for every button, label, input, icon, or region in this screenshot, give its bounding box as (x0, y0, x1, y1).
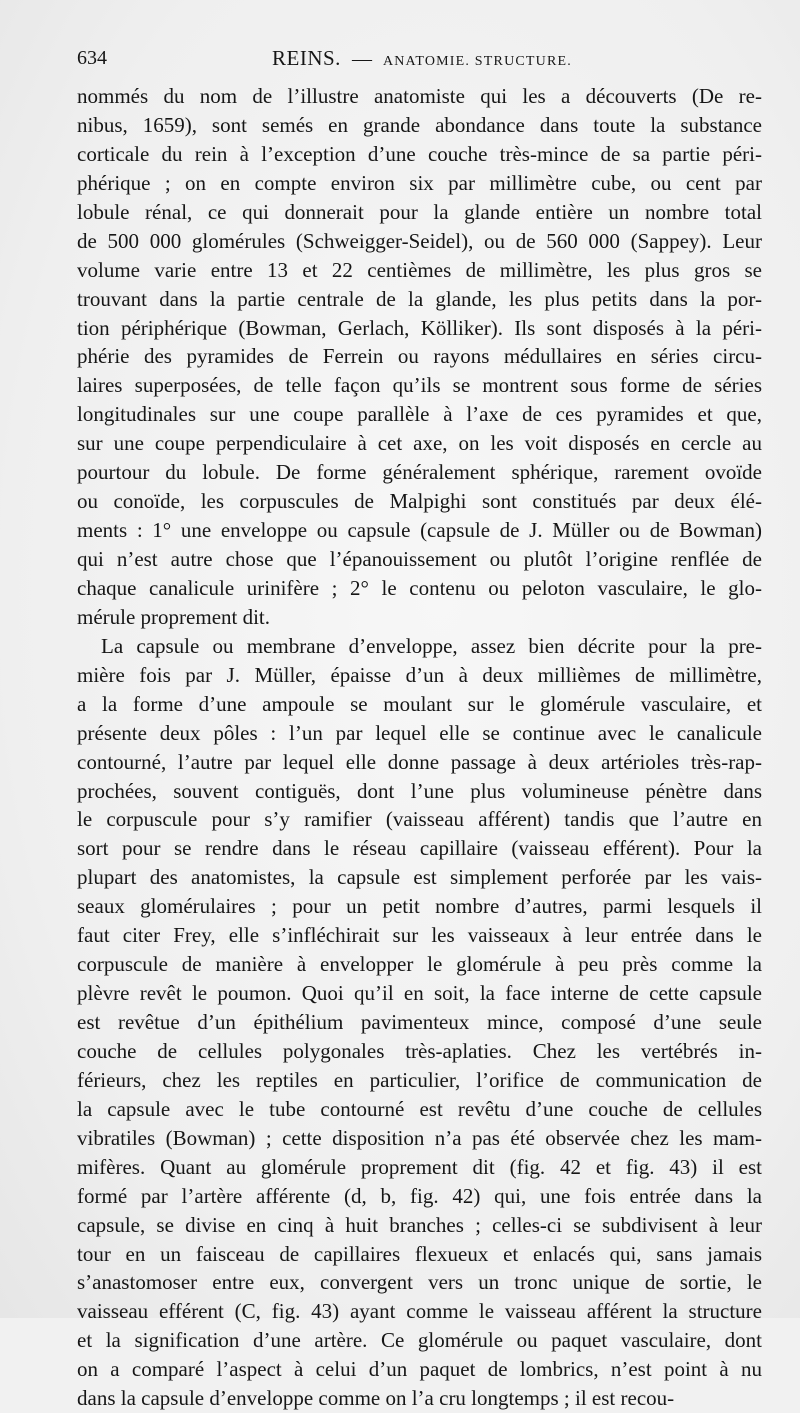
text-line: vibratiles (Bowman) ; cette disposition n’a pas été observée chez les mam- (77, 1125, 762, 1150)
text-line: capsule, se divise en cinq à huit branches ; celles-ci se subdivisent à leur (77, 1212, 762, 1237)
text-line: vaisseau efférent (C, fig. 43) ayant comme le vaisseau afférent la structure (77, 1299, 762, 1324)
text-line: lobule rénal, ce qui donnerait pour la glande entière un nombre total (77, 199, 762, 224)
text-line: couche de cellules polygonales très-aplaties. Chez les vertébrés in- (77, 1038, 762, 1063)
text-line: mière fois par J. Müller, épaisse d’un à deux millièmes de millimètre, (77, 662, 762, 687)
text-line: mérule proprement dit. (77, 604, 271, 629)
text-line: la capsule avec le tube contourné est revêtu d’une couche de cellules (77, 1096, 762, 1121)
text-line: tour en un faisceau de capillaires flexueux et enlacés qui, sans jamais (77, 1241, 762, 1266)
text-line: présente deux pôles : l’un par lequel elle se continue avec le canalicule (77, 720, 762, 745)
paragraph (77, 82, 762, 632)
text-line: corpuscule de manière à envelopper le glomérule à peu près comme la (77, 952, 762, 977)
text-line: prochées, souvent contiguës, dont l’une plus volumineuse pénètre dans (77, 778, 762, 803)
running-header (77, 40, 762, 76)
text-line: s’anastomoser entre eux, convergent vers un tronc unique de sortie, le (77, 1270, 762, 1295)
text-line: nommés du nom de l’illustre anatomiste qui les a découverts (De re- (77, 84, 762, 108)
text-line: dans la capsule d’enveloppe comme on l’a cru longtemps ; il est recou- (77, 1386, 675, 1411)
text-line: férieurs, chez les reptiles en particulier, l’orifice de communication de (77, 1067, 762, 1092)
text-line: corticale du rein à l’exception d’une couche très-mince de sa partie péri- (77, 141, 762, 166)
text-line: longitudinales sur une coupe parallèle à l’axe de ces pyramides et que, (77, 402, 762, 427)
text-line: qui n’est autre chose que l’épanouissement ou plutôt l’origine renflée de (77, 547, 762, 571)
header-separator: — (351, 48, 372, 70)
text-line: mifères. Quant au glomérule proprement dit (fig. 42 et fig. 43) il est (77, 1154, 762, 1179)
text-line: pourtour du lobule. De forme généralement sphérique, rarement ovoïde (77, 460, 762, 485)
section-subtitle: ANATOMIE. STRUCTURE. (382, 54, 572, 69)
text-line: plèvre revêt le poumon. Quoi qu’il en soit, la face interne de cette capsule (77, 981, 762, 1006)
running-head (272, 40, 572, 80)
text-line: laires superposées, de telle façon qu’ils se montrent sous forme de séries (77, 373, 762, 398)
text-line: sur une coupe perpendiculaire à cet axe, on les voit disposés en cercle au (77, 431, 762, 456)
text-line: ments : 1° une enveloppe ou capsule (capsule de J. Müller ou de Bowman) (77, 518, 762, 543)
text-line: formé par l’artère afférente (d, b, fig. 42) qui, une fois entrée dans la (77, 1183, 762, 1208)
text-line: chaque canalicule urinifère ; 2° le contenu ou peloton vasculaire, le glo- (77, 575, 762, 600)
body-text (77, 82, 762, 1413)
page-number: 634 (77, 47, 107, 69)
text-line: phérique ; on en compte environ six par millimètre cube, ou cent par (77, 170, 762, 195)
paragraph (77, 632, 762, 1413)
text-line: tion périphérique (Bowman, Gerlach, Kölliker). Ils sont disposés à la péri- (77, 315, 762, 340)
text-line: ou conoïde, les corpuscules de Malpighi sont constitués par deux élé- (77, 489, 762, 514)
chapter-title: REINS. (272, 46, 341, 70)
text-line: et la signification d’une artère. Ce glomérule ou paquet vasculaire, dont (77, 1328, 762, 1353)
text-line: on a comparé l’aspect à celui d’un paquet de lombrics, n’est point à nu (77, 1357, 762, 1382)
text-line: a la forme d’une ampoule se moulant sur le glomérule vasculaire, et (77, 691, 762, 716)
text-line: La capsule ou membrane d’enveloppe, assez bien décrite pour la pre- (101, 633, 762, 658)
text-line: volume varie entre 13 et 22 centièmes de millimètre, les plus gros se (77, 257, 762, 282)
text-line: faut citer Frey, elle s’infléchirait sur les vaisseaux à leur entrée dans le (77, 923, 762, 948)
text-line: contourné, l’autre par lequel elle donne passage à deux artérioles très-rap- (77, 749, 762, 774)
text-line: est revêtue d’un épithélium pavimenteux mince, composé d’une seule (77, 1010, 762, 1034)
text-line: nibus, 1659), sont semés en grande abondance dans toute la substance (77, 112, 762, 137)
text-line: seaux glomérulaires ; pour un petit nombre d’autres, parmi lesquels il (77, 894, 762, 919)
text-line: trouvant dans la partie centrale de la glande, les plus petits dans la por- (77, 286, 762, 311)
text-line: le corpuscule pour s’y ramifier (vaisseau afférent) tandis que l’autre en (77, 807, 762, 832)
text-line: phérie des pyramides de Ferrein ou rayons médullaires en séries circu- (77, 344, 762, 369)
text-line: de 500 000 glomérules (Schweigger-Seidel), ou de 560 000 (Sappey). Leur (77, 228, 762, 253)
text-line: sort pour se rendre dans le réseau capillaire (vaisseau efférent). Pour la (77, 836, 762, 861)
text-line: plupart des anatomistes, la capsule est simplement perforée par les vais- (77, 865, 762, 890)
